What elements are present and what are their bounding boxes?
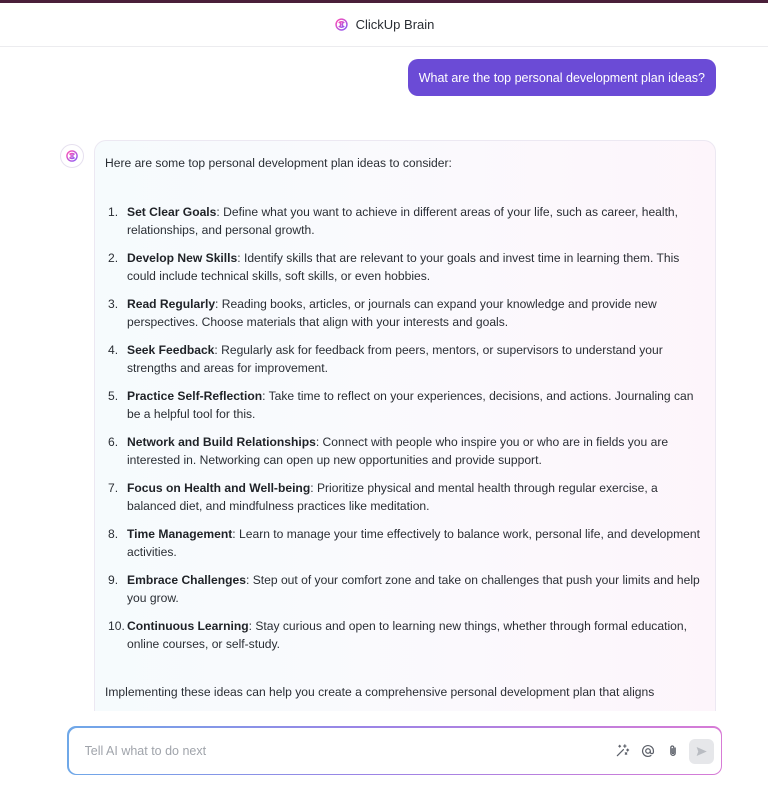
list-item: 9. Embrace Challenges: Step out of your comfort zone and take on challenges that push your limits and help you grow.: [108, 573, 700, 605]
ai-response-outro: Implementing these ideas can help you create a comprehensive personal development plan that aligns: [105, 685, 655, 699]
item-text: : Take time to reflect on your experiences, decisions, and actions. Journaling can be a helpful tool for this.: [127, 389, 694, 421]
item-title: Develop New Skills: [127, 251, 238, 265]
list-item: 6. Network and Build Relationships: Connect with people who inspire you or who are in fields you are interested in. Networking can open up new opportunities and provide support.: [108, 435, 669, 467]
chat-composer: [67, 726, 722, 775]
user-message-bubble: What are the top personal development plan ideas?: [408, 59, 716, 96]
composer-inner: [69, 728, 721, 774]
item-title: Embrace Challenges: [127, 573, 246, 587]
item-title: Time Management: [127, 527, 233, 541]
item-text: : Connect with people who inspire you or who are in fields you are interested in. Networking can open up new opportunities and provide support.: [127, 435, 669, 467]
item-title: Read Regularly: [127, 297, 216, 311]
send-icon: [695, 745, 708, 758]
page-title: ClickUp Brain: [355, 17, 435, 32]
sparkle-icon[interactable]: [613, 741, 633, 761]
item-text: : Learn to manage your time effectively to balance work, personal life, and development activities.: [127, 527, 700, 559]
list-item: 3. Read Regularly: Reading books, articles, or journals can expand your knowledge and provide new perspectives. Choose materials that align with your interests and goals.: [108, 297, 657, 329]
item-title: Focus on Health and Well-being: [127, 481, 311, 495]
list-item: 2. Develop New Skills: Identify skills that are relevant to your goals and invest time in learning them. This could include technical skills, soft skills, or even hobbies.: [108, 251, 680, 283]
item-text: : Reading books, articles, or journals can expand your knowledge and provide new perspectives. Choose materials that align with your interests and goals.: [127, 297, 657, 329]
paperclip-icon[interactable]: [663, 741, 683, 761]
prompt-input[interactable]: [85, 741, 565, 761]
item-text: : Identify skills that are relevant to your goals and invest time in learning them. This could include technical skills, soft skills, or even hobbies.: [127, 251, 680, 283]
item-title: Continuous Learning: [127, 619, 249, 633]
item-text: : Step out of your comfort zone and take on challenges that push your limits and help you grow.: [127, 573, 700, 605]
item-title: Set Clear Goals: [127, 205, 217, 219]
item-text: : Prioritize physical and mental health through regular exercise, a balanced diet, and mindfulness practices like meditation.: [127, 481, 658, 513]
item-title: Practice Self-Reflection: [127, 389, 263, 403]
list-item: 8. Time Management: Learn to manage your time effectively to balance work, personal life, and development activities.: [108, 527, 700, 559]
list-item: 7. Focus on Health and Well-being: Prioritize physical and mental health through regular exercise, a balanced diet, and mindfulness practices like meditation.: [108, 481, 658, 513]
ai-avatar: [60, 144, 84, 168]
item-text: : Stay curious and open to learning new things, whether through formal education, online courses, or self-study.: [127, 619, 687, 651]
at-mention-icon[interactable]: [638, 741, 658, 761]
item-title: Seek Feedback: [127, 343, 215, 357]
ai-response-card: [94, 140, 716, 711]
ai-response-intro: Here are some top personal development plan ideas to consider:: [105, 156, 452, 170]
idea-list: [105, 203, 705, 653]
list-item: 1. Set Clear Goals: Define what you want to achieve in different areas of your life, such as career, health, relationships, and personal growth.: [108, 205, 679, 237]
list-item: 5. Practice Self-Reflection: Take time to reflect on your experiences, decisions, and actions. Journaling can be a helpful tool for this.: [108, 389, 694, 421]
list-item: 10. Continuous Learning: Stay curious and open to learning new things, whether through formal education, online courses, or self-study.: [108, 619, 687, 651]
clickup-brain-icon: [334, 17, 349, 32]
item-text: : Define what you want to achieve in different areas of your life, such as career, health, relationships, and personal growth.: [127, 205, 679, 237]
item-title: Network and Build Relationships: [127, 435, 316, 449]
chat-header: [0, 3, 768, 47]
clickup-brain-icon: [65, 149, 79, 163]
list-item: 4. Seek Feedback: Regularly ask for feedback from peers, mentors, or supervisors to understand your strengths and areas for improvement.: [108, 343, 663, 375]
item-text: : Regularly ask for feedback from peers, mentors, or supervisors to understand your strengths and areas for improvement.: [127, 343, 663, 375]
send-button[interactable]: [689, 739, 714, 764]
